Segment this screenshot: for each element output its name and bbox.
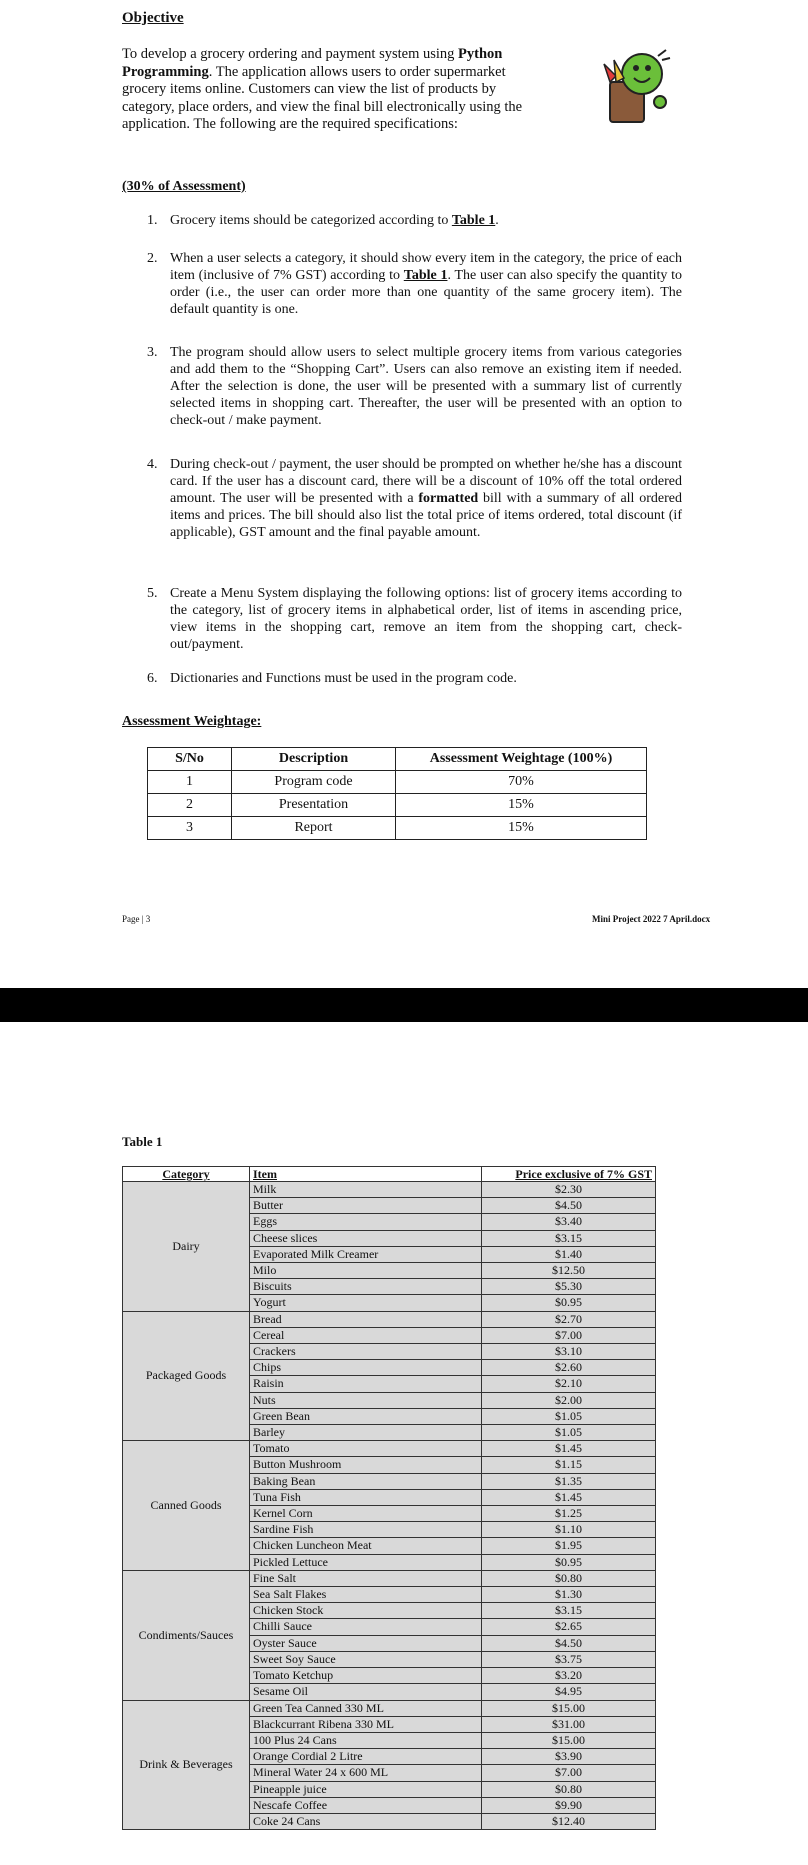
item-cell: Nuts [250, 1392, 482, 1408]
price-cell: $1.25 [482, 1506, 656, 1522]
header-price: Price exclusive of 7% GST [482, 1167, 656, 1182]
weightage-value: 15% [396, 817, 647, 840]
intro-line-4: category, place orders, and view the final bill electronically using the [122, 98, 523, 115]
item-cell: Sardine Fish [250, 1522, 482, 1538]
grocery-table [122, 1166, 656, 1830]
item-cell: Tomato [250, 1441, 482, 1457]
item-cell: 100 Plus 24 Cans [250, 1732, 482, 1748]
item-cell: Eggs [250, 1214, 482, 1230]
price-cell: $1.35 [482, 1473, 656, 1489]
price-cell: $1.45 [482, 1489, 656, 1505]
requirement-item-3 [147, 344, 682, 429]
requirement-text: The program should allow users to select multiple grocery items from various categories and add them to the “Shopping Cart”. Users can also remove an existing item if needed. After the selection is done, the user will be presented with a summary list of currently selected items in shopping cart. Thereafter, the user will be presented with an option to check-out / make payment. [170, 345, 682, 428]
category-cell: Packaged Goods [123, 1311, 250, 1441]
price-cell: $7.00 [482, 1327, 656, 1343]
weightage-header-sno: S/No [148, 748, 232, 771]
price-cell: $0.80 [482, 1781, 656, 1797]
item-cell: Tuna Fish [250, 1489, 482, 1505]
footer-filename: Mini Project 2022 7 April.docx [592, 914, 711, 924]
item-cell: Chicken Luncheon Meat [250, 1538, 482, 1554]
price-cell: $2.00 [482, 1392, 656, 1408]
item-cell: Chicken Stock [250, 1603, 482, 1619]
price-cell: $3.75 [482, 1651, 656, 1667]
price-cell: $31.00 [482, 1716, 656, 1732]
item-cell: Cheese slices [250, 1230, 482, 1246]
weightage-row [148, 817, 647, 840]
item-cell: Butter [250, 1198, 482, 1214]
item-cell: Mineral Water 24 x 600 ML [250, 1765, 482, 1781]
requirement-text: Create a Menu System displaying the following options: list of grocery items according to the category, list of grocery items in alphabetical order, list of items in ascending price, view items in the shopping cart, remove an item from the shopping cart, check-out/payment. [170, 586, 682, 652]
requirement-item-1 [147, 212, 682, 229]
item-cell: Kernel Corn [250, 1506, 482, 1522]
item-cell: Barley [250, 1425, 482, 1441]
item-cell: Chilli Sauce [250, 1619, 482, 1635]
header-category: Category [123, 1167, 250, 1182]
requirement-number: 2. [147, 251, 158, 266]
weightage-header-description: Description [232, 748, 396, 771]
intro-line-3: grocery items online. Customers can view the list of products by [122, 81, 497, 97]
item-cell: Chips [250, 1360, 482, 1376]
item-cell: Pineapple juice [250, 1781, 482, 1797]
weightage-heading: Assessment Weightage: [122, 714, 262, 729]
objective-heading: Objective [122, 10, 184, 26]
category-cell: Condiments/Sauces [123, 1570, 250, 1700]
item-cell: Biscuits [250, 1279, 482, 1295]
item-cell: Sweet Soy Sauce [250, 1651, 482, 1667]
price-cell: $5.30 [482, 1279, 656, 1295]
item-cell: Raisin [250, 1376, 482, 1392]
assessment-heading: (30% of Assessment) [122, 179, 246, 194]
item-cell: Button Mushroom [250, 1457, 482, 1473]
item-cell: Orange Cordial 2 Litre [250, 1749, 482, 1765]
price-cell: $1.05 [482, 1425, 656, 1441]
table-title: Table 1 [122, 1134, 163, 1149]
item-cell: Oyster Sauce [250, 1635, 482, 1651]
requirement-number: 5. [147, 586, 158, 601]
price-cell: $2.70 [482, 1311, 656, 1327]
item-cell: Nescafe Coffee [250, 1797, 482, 1813]
price-cell: $12.50 [482, 1263, 656, 1279]
item-cell: Baking Bean [250, 1473, 482, 1489]
category-cell: Dairy [123, 1182, 250, 1312]
table-row [123, 1311, 656, 1327]
price-cell: $0.95 [482, 1295, 656, 1311]
weightage-value: 70% [396, 771, 647, 794]
weightage-row [148, 794, 647, 817]
requirement-text: Dictionaries and Functions must be used in the program code. [170, 671, 517, 686]
requirement-text: When a user selects a category, it should show every item in the category, the price of each item (inclusive of 7% GST) according to Table 1. The user can also specify the quantity to order (i.e., the user can order more than one quantity of the same grocery item). The default quantity is one. [170, 251, 682, 317]
requirement-item-6 [147, 670, 682, 687]
price-cell: $4.95 [482, 1684, 656, 1700]
weightage-description: Program code [232, 771, 396, 794]
weightage-value: 15% [396, 794, 647, 817]
table-row [123, 1182, 656, 1198]
weightage-sno: 3 [148, 817, 232, 840]
item-cell: Sesame Oil [250, 1684, 482, 1700]
weightage-description: Report [232, 817, 396, 840]
price-cell: $15.00 [482, 1700, 656, 1716]
requirement-number: 3. [147, 345, 158, 360]
item-cell: Fine Salt [250, 1570, 482, 1586]
price-cell: $9.90 [482, 1797, 656, 1813]
price-cell: $1.10 [482, 1522, 656, 1538]
intro-line-1: To develop a grocery ordering and payment system using Python [122, 46, 503, 62]
price-cell: $1.30 [482, 1587, 656, 1603]
price-cell: $0.95 [482, 1554, 656, 1570]
price-cell: $2.65 [482, 1619, 656, 1635]
price-cell: $3.90 [482, 1749, 656, 1765]
category-cell: Canned Goods [123, 1441, 250, 1571]
item-cell: Cereal [250, 1327, 482, 1343]
intro-line-5: application. The following are the required specifications: [122, 116, 458, 132]
price-cell: $3.20 [482, 1668, 656, 1684]
price-cell: $0.80 [482, 1570, 656, 1586]
price-cell: $2.30 [482, 1182, 656, 1198]
price-cell: $4.50 [482, 1635, 656, 1651]
price-cell: $4.50 [482, 1198, 656, 1214]
weightage-sno: 2 [148, 794, 232, 817]
price-cell: $1.15 [482, 1457, 656, 1473]
requirement-text: During check-out / payment, the user should be prompted on whether he/she has a discount card. If the user has a discount card, there will be a discount of 10% off the total ordered amount. The user will be presented with a formatted bill with a summary of all ordered items and prices. The bill should also list the total price of items ordered, total discount (if applicable), GST amount and the final payable amount. [170, 457, 682, 540]
item-cell: Evaporated Milk Creamer [250, 1246, 482, 1262]
price-cell: $15.00 [482, 1732, 656, 1748]
price-cell: $1.45 [482, 1441, 656, 1457]
item-cell: Green Bean [250, 1408, 482, 1424]
price-cell: $2.60 [482, 1360, 656, 1376]
item-cell: Bread [250, 1311, 482, 1327]
item-cell: Sea Salt Flakes [250, 1587, 482, 1603]
item-cell: Yogurt [250, 1295, 482, 1311]
header-item: Item [250, 1167, 482, 1182]
weightage-table [147, 747, 647, 840]
category-cell: Drink & Beverages [123, 1700, 250, 1830]
price-cell: $2.10 [482, 1376, 656, 1392]
requirement-item-5 [147, 585, 682, 653]
price-cell: $3.40 [482, 1214, 656, 1230]
requirement-text: Grocery items should be categorized according to Table 1. [170, 213, 499, 228]
intro-paragraph [122, 46, 572, 134]
requirement-number: 4. [147, 457, 158, 472]
weightage-header-weight: Assessment Weightage (100%) [396, 748, 647, 771]
item-cell: Milo [250, 1263, 482, 1279]
price-cell: $3.10 [482, 1344, 656, 1360]
requirement-number: 1. [147, 213, 158, 228]
item-cell: Milk [250, 1182, 482, 1198]
requirement-number: 6. [147, 671, 158, 686]
intro-line-2: Programming. The application allows users to order supermarket [122, 63, 506, 80]
price-cell: $3.15 [482, 1230, 656, 1246]
requirement-item-4 [147, 456, 682, 541]
item-cell: Pickled Lettuce [250, 1554, 482, 1570]
item-cell: Crackers [250, 1344, 482, 1360]
price-cell: $3.15 [482, 1603, 656, 1619]
price-cell: $12.40 [482, 1813, 656, 1829]
weightage-description: Presentation [232, 794, 396, 817]
footer-page-number: Page | 3 [122, 914, 151, 924]
mascot-icon [602, 42, 672, 132]
weightage-row [148, 771, 647, 794]
weightage-sno: 1 [148, 771, 232, 794]
price-cell: $7.00 [482, 1765, 656, 1781]
price-cell: $1.95 [482, 1538, 656, 1554]
item-cell: Tomato Ketchup [250, 1668, 482, 1684]
table-row [123, 1700, 656, 1716]
price-cell: $1.05 [482, 1408, 656, 1424]
table-row [123, 1570, 656, 1586]
item-cell: Coke 24 Cans [250, 1813, 482, 1829]
item-cell: Blackcurrant Ribena 330 ML [250, 1716, 482, 1732]
item-cell: Green Tea Canned 330 ML [250, 1700, 482, 1716]
price-cell: $1.40 [482, 1246, 656, 1262]
requirement-item-2 [147, 250, 682, 318]
table-row [123, 1441, 656, 1457]
